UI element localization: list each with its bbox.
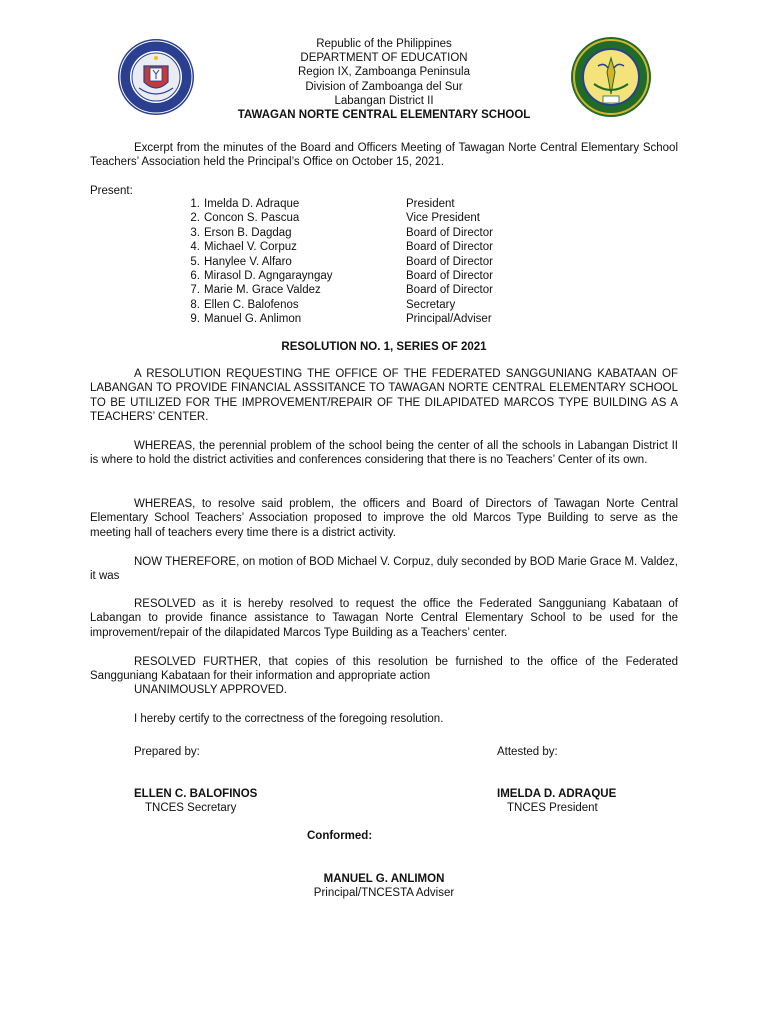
- conformer-name: MANUEL G. ANLIMON: [323, 873, 445, 885]
- member-name: Imelda D. Adraque: [204, 198, 300, 210]
- list-item: [0, 298, 600, 312]
- list-item: [0, 240, 600, 254]
- member-name: Marie M. Grace Valdez: [204, 284, 321, 297]
- attester-name: IMELDA D. ADRAQUE: [497, 788, 617, 800]
- preparer-title: TNCES Secretary: [145, 802, 237, 814]
- header-line: DEPARTMENT OF EDUCATION: [300, 52, 468, 65]
- prepared-by-label: Prepared by:: [134, 746, 200, 758]
- list-item: [0, 211, 600, 225]
- header-line: Republic of the Philippines: [316, 38, 452, 50]
- resolved-further-paragraph: RESOLVED FURTHER, that copies of this resolution be furnished to the office of the Federated Sangguniang Kabataan for their information and appropriate action: [90, 656, 678, 683]
- member-position: Board of Director: [406, 241, 493, 254]
- member-name: Manuel G. Anlimon: [204, 313, 302, 326]
- member-name: Concon S. Pascua: [204, 212, 300, 225]
- item-number: 3.: [190, 226, 200, 239]
- member-position: Board of Director: [406, 270, 493, 282]
- member-position: Vice President: [406, 212, 480, 225]
- list-item: [0, 283, 600, 297]
- member-name: Michael V. Corpuz: [204, 241, 297, 254]
- conformer-title: Principal/TNCESTA Adviser: [313, 887, 455, 899]
- member-position: Board of Director: [406, 255, 493, 268]
- item-number: 6.: [190, 270, 200, 282]
- list-item: [0, 312, 600, 326]
- resolution-title: RESOLUTION NO. 1, SERIES OF 2021: [281, 341, 487, 353]
- item-number: 5.: [190, 255, 200, 268]
- member-name: Ellen C. Balofenos: [204, 298, 299, 311]
- list-item: [0, 226, 600, 240]
- preparer-name: ELLEN C. BALOFINOS: [134, 788, 258, 800]
- item-number: 9.: [190, 313, 200, 326]
- certification-statement: I hereby certify to the correctness of the foregoing resolution.: [134, 713, 444, 725]
- resolved-paragraph: RESOLVED as it is hereby resolved to request the office the Federated Sangguniang Kabataan of Labangan to provide finance assistance to Tawagan Norte Central Elementary School to be used for the improvement/repair of the dilapidated Marcos Type Building as a Teachers’ center.: [90, 598, 678, 639]
- school-seal-icon: [570, 36, 652, 118]
- attester-title: TNCES President: [507, 802, 598, 814]
- attested-by-label: Attested by:: [497, 746, 558, 758]
- document-header: [200, 37, 568, 122]
- item-number: 4.: [190, 241, 200, 254]
- member-position: Board of Director: [406, 226, 493, 239]
- whereas-paragraph-1: WHEREAS, the perennial problem of the school being the center of all the schools in Labangan District II is where to hold the district activities and conferences considering that there is no Teachers’ Center of its own.: [90, 440, 678, 467]
- attendance-list: [0, 197, 768, 332]
- member-position: President: [406, 198, 455, 210]
- deped-seal-icon: [117, 38, 195, 116]
- member-name: Mirasol D. Agngarayngay: [204, 270, 333, 282]
- resolution-heading: A RESOLUTION REQUESTING THE OFFICE OF THE FEDERATED SANGGUNIANG KABATAAN OF LABANGAN TO PROVIDE FINANCIAL ASSSITANCE TO TAWAGAN NORTE CENTRAL ELEMENTARY SCHOOL TO BE UTILIZED FOR THE IMPROVEMENT/REPAIR OF THE DILAPIDATED MARCOS TYPE BUILDING AS A TEACHERS’ CENTER.: [90, 368, 678, 424]
- header-line: Labangan District II: [334, 94, 434, 107]
- header-line: Region IX, Zamboanga Peninsula: [298, 66, 470, 79]
- whereas-paragraph-2: WHEREAS, to resolve said problem, the officers and Board of Directors of Tawagan Norte Central Elementary School Teachers’ Association proposed to improve the old Marcos Type Building to serve as the meeting hall of teachers every time there is a district activity.: [90, 498, 678, 539]
- now-therefore-paragraph: NOW THEREFORE, on motion of BOD Michael V. Corpuz, duly seconded by BOD Marie Grace M. Valdez, it was: [90, 556, 678, 583]
- unanimously-approved: UNANIMOUSLY APPROVED.: [134, 684, 287, 696]
- item-number: 2.: [190, 212, 200, 225]
- list-item: [0, 197, 600, 211]
- school-name: TAWAGAN NORTE CENTRAL ELEMENTARY SCHOOL: [237, 109, 531, 122]
- header-line: Division of Zamboanga del Sur: [305, 80, 463, 93]
- item-number: 7.: [190, 284, 200, 297]
- item-number: 1.: [190, 198, 200, 210]
- conformed-label: Conformed:: [307, 830, 373, 842]
- item-number: 8.: [190, 298, 200, 311]
- member-position: Secretary: [406, 298, 456, 311]
- member-name: Hanylee V. Alfaro: [204, 255, 292, 268]
- list-item: [0, 255, 600, 269]
- present-label: Present:: [90, 185, 133, 197]
- member-position: Principal/Adviser: [406, 313, 492, 326]
- list-item: [0, 269, 600, 283]
- member-name: Erson B. Dagdag: [204, 226, 292, 239]
- member-position: Board of Director: [406, 284, 493, 297]
- intro-paragraph: Excerpt from the minutes of the Board and Officers Meeting of Tawagan Norte Central Elementary School Teachers’ Association held the Principal’s Office on October 15, 2021.: [90, 142, 678, 169]
